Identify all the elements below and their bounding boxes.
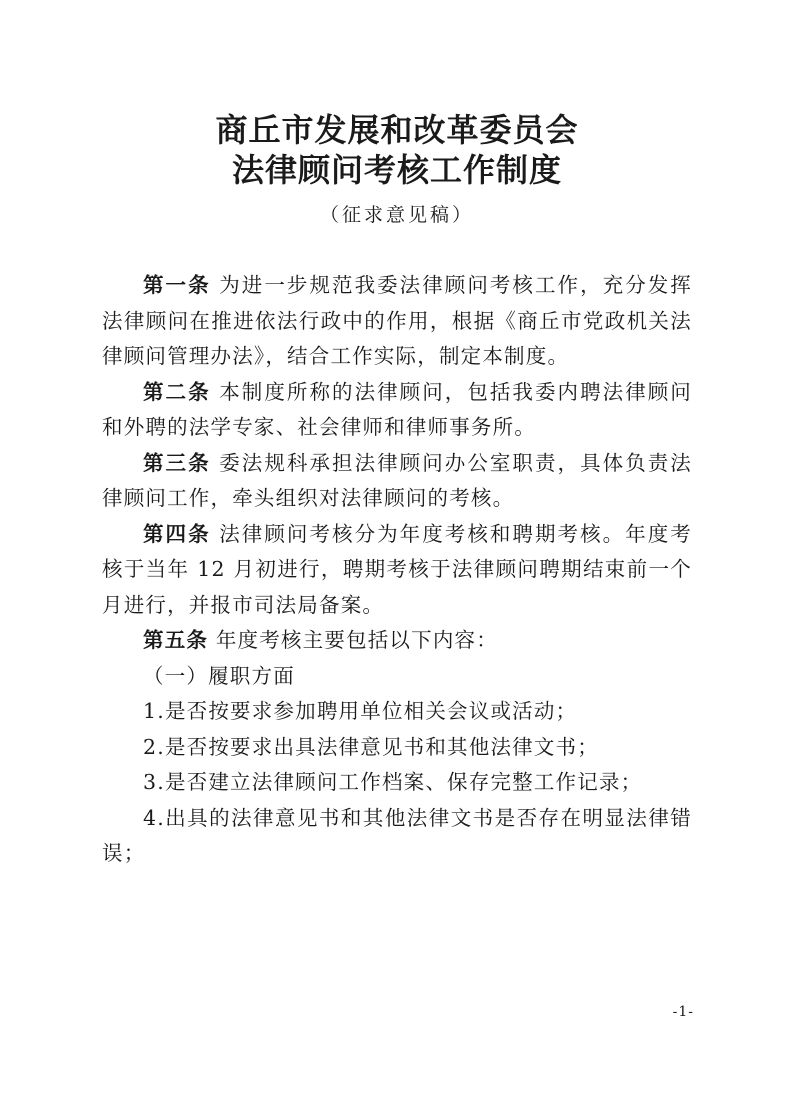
- article-text: 法律顾问考核分为年度考核和聘期考核。年度考核于当年 12 月初进行，聘期考核于法律顾问聘期结束前一个月进行，并报市司法局备案。: [102, 521, 693, 617]
- article-1: [102, 268, 692, 375]
- list-item: 3.是否建立法律顾问工作档案、保存完整工作记录；: [143, 770, 643, 794]
- article-text: 本制度所称的法律顾问，包括我委内聘法律顾问和外聘的法学专家、社会律师和律师事务所。: [102, 379, 693, 439]
- document-title-line1: 商丘市发展和改革委员会: [215, 111, 579, 149]
- section-heading: （一）履职方面: [143, 663, 295, 688]
- list-item: 1.是否按要求参加聘用单位相关会议或活动；: [143, 699, 578, 723]
- article-text: 为进一步规范我委法律顾问考核工作，充分发挥法律顾问在推进依法行政中的作用，根据《商丘市党政机关法律顾问管理办法》，结合工作实际，制定本制度。: [102, 273, 693, 368]
- article-label: 第三条: [143, 450, 211, 475]
- article-text: 年度考核主要包括以下内容：: [215, 628, 498, 652]
- article-label: 第五条: [143, 628, 209, 652]
- article-4: [102, 517, 692, 624]
- article-label: 第一条: [143, 273, 211, 297]
- article-3: [102, 446, 692, 517]
- article-5: [102, 623, 692, 659]
- article-label: 第四条: [143, 521, 211, 546]
- document-body: [102, 268, 692, 872]
- document-subtitle: （征求意见稿）: [319, 204, 474, 226]
- page-number: -1-: [672, 1004, 694, 1020]
- list-item: 2.是否按要求出具法律意见书和其他法律文书；: [143, 734, 599, 759]
- article-text: 委法规科承担法律顾问办公室职责，具体负责法律顾问工作，牵头组织对法律顾问的考核。: [102, 450, 693, 510]
- document-title-line2: 法律顾问考核工作制度: [231, 151, 562, 189]
- article-label: 第二条: [143, 379, 211, 404]
- list-item: 4.出具的法律意见书和其他法律文书是否存在明显法律错误；: [102, 805, 692, 865]
- article-2: [102, 375, 692, 446]
